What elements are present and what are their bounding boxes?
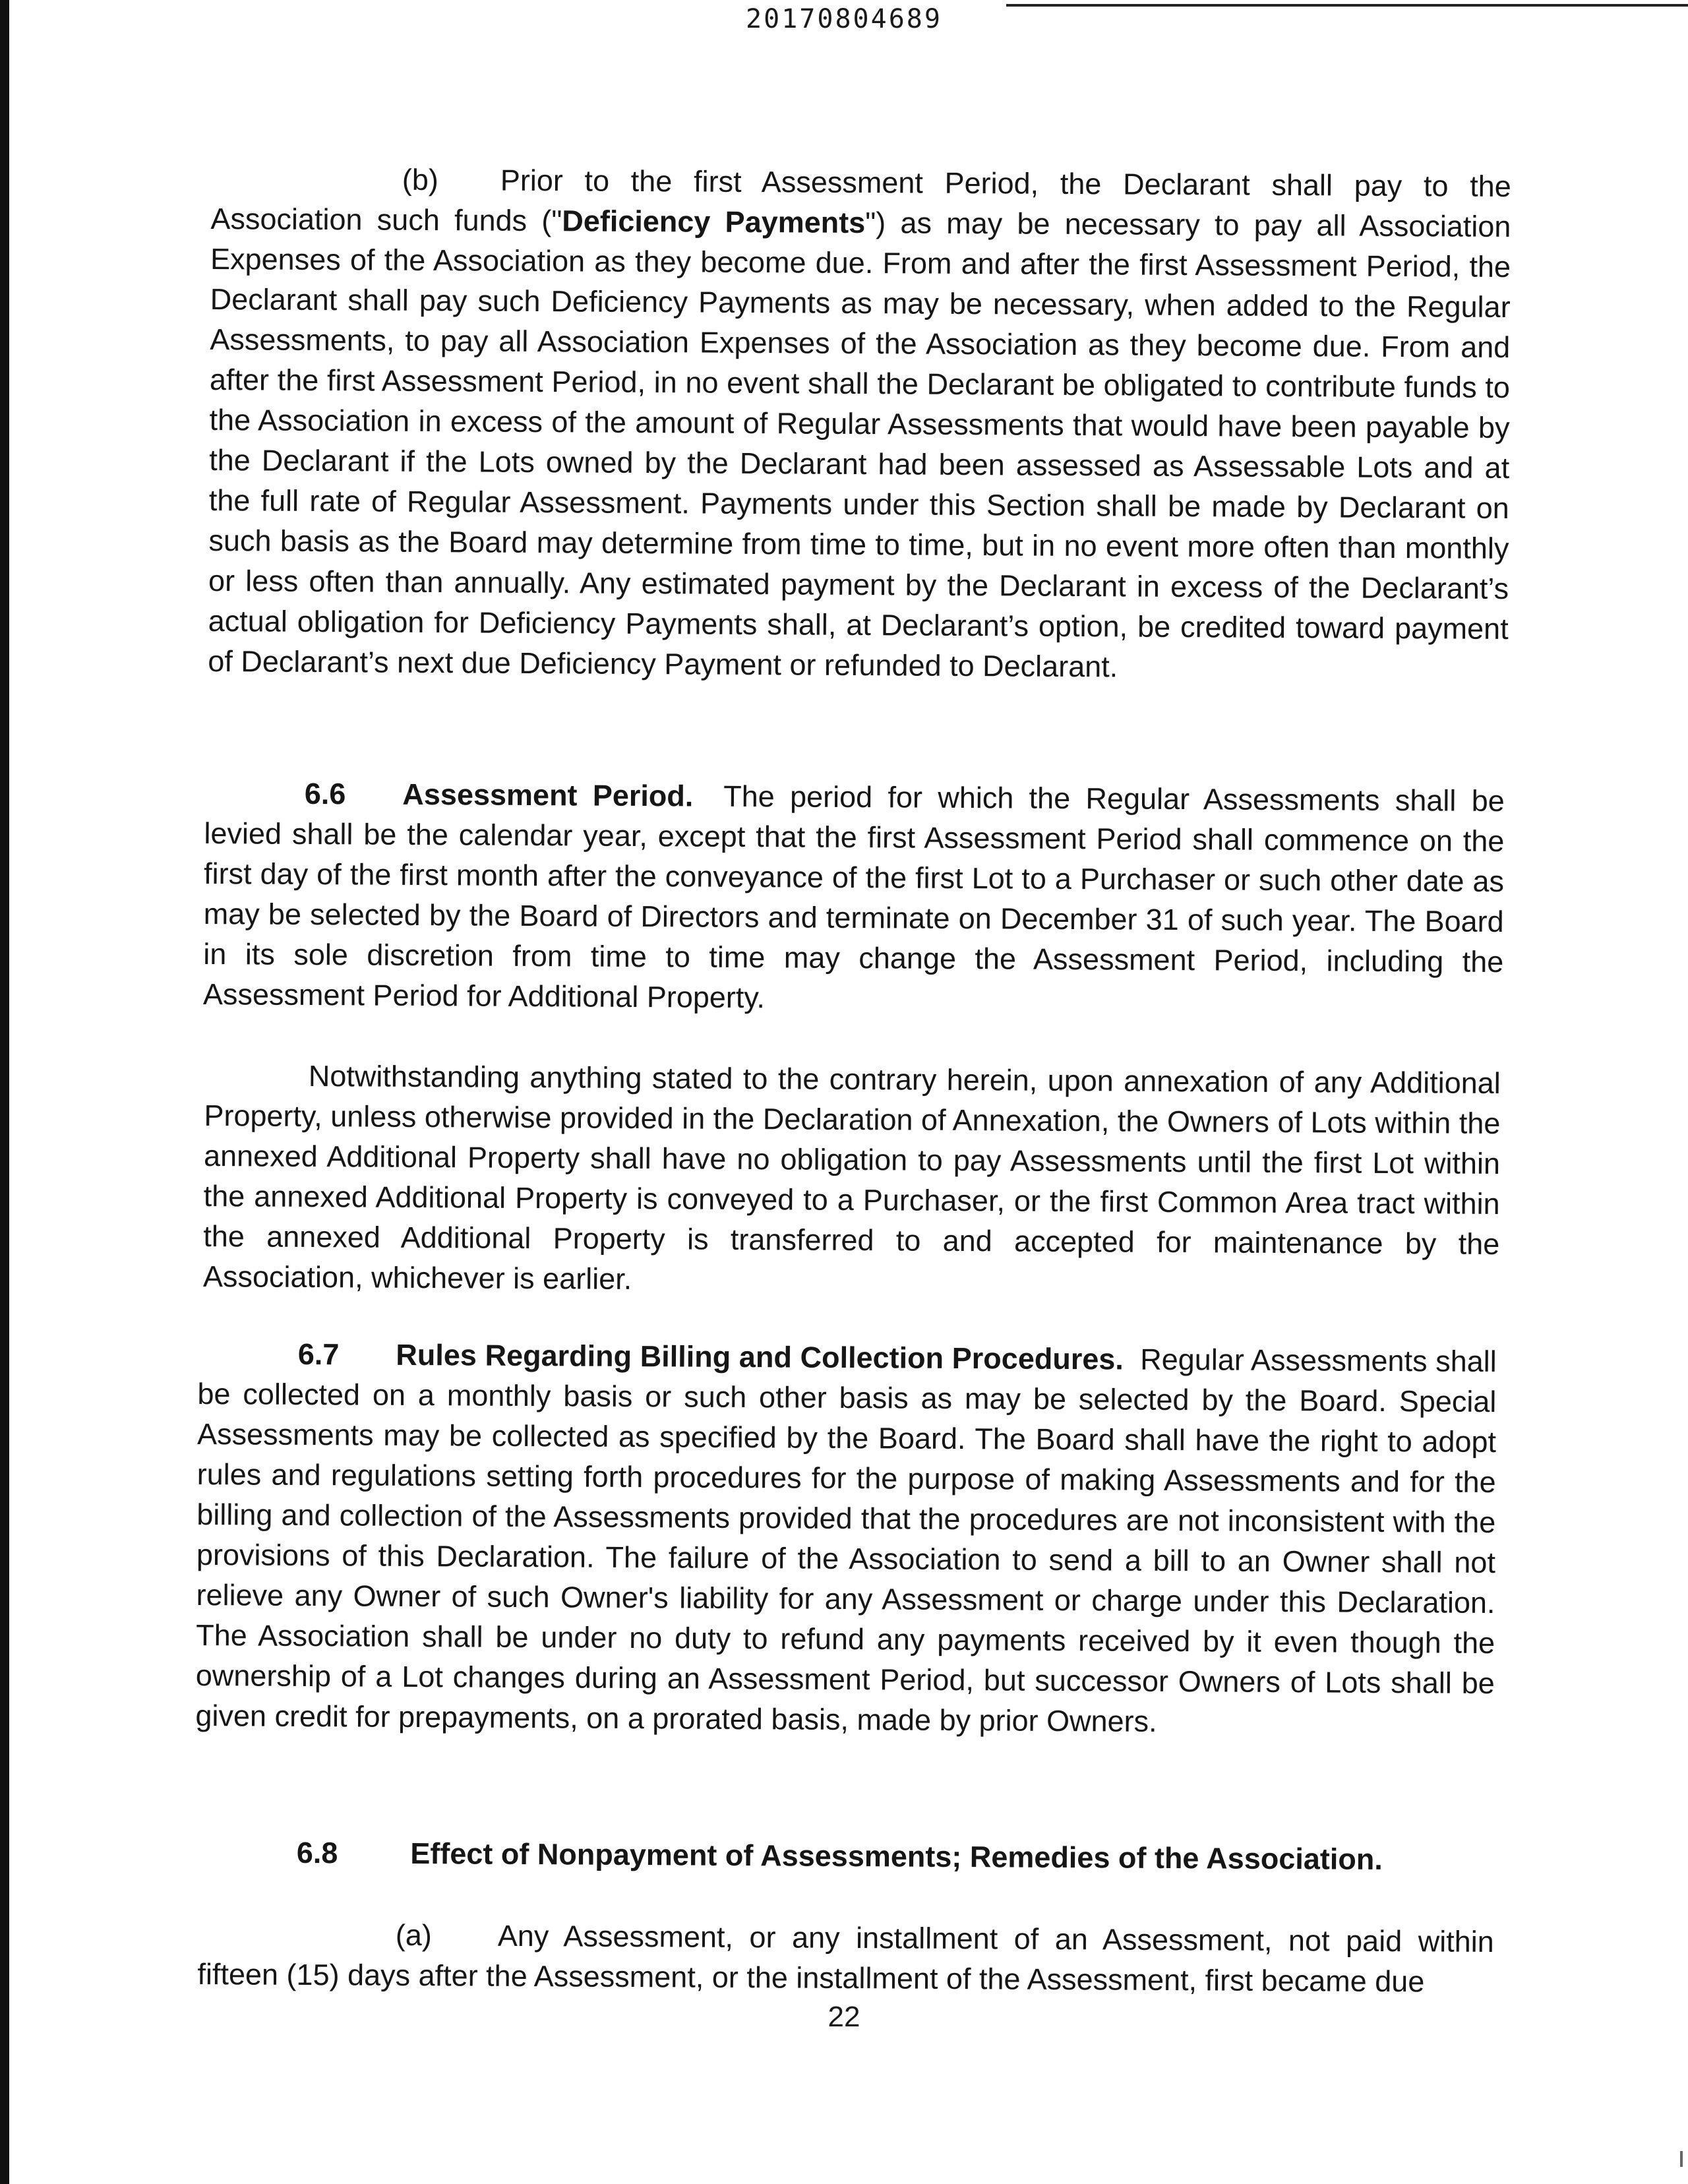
- scan-left-edge: [0, 0, 9, 2184]
- paragraph-a-label: (a): [395, 1918, 432, 1953]
- paragraph-b: [208, 158, 1511, 689]
- section-6-7: [195, 1333, 1497, 1744]
- section-6-6-number: 6.6: [304, 776, 346, 811]
- page-number: 22: [828, 2001, 860, 2033]
- paragraph-notwithstanding-text: Notwithstanding anything stated to the contrary herein, upon annexation of any Additional Property, unless otherwise provided in the Declaration of Annexation, the Owners of Lots within the annexed Additional Property shall have no obligation to pay Assessments until the first Lot within the annexed Additional Property is conveyed to a Purchaser, or the first Common Area tract within the annexed Additional Property is transferred to and accepted for maintenance by the Association, whichever is earlier.: [202, 1058, 1501, 1296]
- paragraph-notwithstanding: [203, 1055, 1501, 1304]
- section-6-7-number: 6.7: [297, 1337, 340, 1372]
- section-6-8-heading: [198, 1832, 1497, 1880]
- section-6-6: [203, 773, 1505, 1022]
- section-6-8-number: 6.8: [296, 1835, 338, 1870]
- section-6-7-text: Regular Assessments shall be collected on a monthly basis or such other basis as may be selected by the Board. Special Assessments may be collected as specified by the Board. The Board shall have the right to adopt rules and regulations setting forth procedures for the purpose of making Assessments and for the billing and collection of the Assessments provided that the procedures are not inconsistent with the provisions of this Declaration. The failure of the Association to send a bill to an Owner shall not relieve any Owner of such Owner's liability for any Assessment or charge under this Declaration. The Association shall be under no duty to refund any payments received by it even though the ownership of a Lot changes during an Assessment Period, but successor Owners of Lots shall be given credit for prepayments, on a prorated basis, made by prior Owners.: [195, 1342, 1497, 1738]
- deficiency-payments-term: Deficiency Payments: [562, 204, 866, 240]
- section-6-6-title: Assessment Period.: [402, 777, 694, 813]
- section-6-7-title: Rules Regarding Billing and Collection Procedures.: [396, 1337, 1124, 1376]
- section-6-6-text: The period for which the Regular Assessments shall be levied shall be the calendar year, except that the first Assessment Period shall commence on the first day of the first month after the conveyance of the first Lot to a Purchaser or such other date as may be selected by the Board of Directors and terminate on December 31 of such year. The Board in its sole discretion from time to time may change the Assessment Period, including the Assessment Period for Additional Property.: [202, 779, 1505, 1015]
- paragraph-b-text-1: Prior to the first Assessment Period, the Declarant shall pay to the Association such funds (": [210, 163, 1511, 238]
- scan-speck: [1680, 2151, 1683, 2167]
- document-number: 20170804689: [746, 4, 942, 34]
- paragraph-b-label: (b): [402, 162, 438, 197]
- paragraph-a-text: Any Assessment, or any installment of an Assessment, not paid within fifteen (15) days after the Assessment, or the installment of the Assessment, first became due: [197, 1918, 1494, 1999]
- section-6-8-title: Effect of Nonpayment of Assessments; Remedies of the Association.: [410, 1836, 1383, 1876]
- paragraph-a: [197, 1914, 1494, 2002]
- paragraph-b-text-2: ") as may be necessary to pay all Association Expenses of the Association as they become due. From and after the first Assessment Period, the Declarant shall pay such Deficiency Payments as may be necessary, when added to the Regular Assessments, to pay all Association Expenses of the Association as they become due. From and after the first Assessment Period, in no event shall the Declarant be obligated to contribute funds to the Association in excess of the amount of Regular Assessments that would have been payable by the Declarant if the Lots owned by the Declarant had been assessed as Assessable Lots and at the full rate of Regular Assessment. Payments under this Section shall be made by Declarant on such basis as the Board may determine from time to time, but in no event more often than monthly or less often than annually. Any estimated payment by the Declarant in excess of the Declarant’s actual obligation for Deficiency Payments shall, at Declarant’s option, be credited toward payment of Declarant’s next due Deficiency Payment or refunded to Declarant.: [208, 206, 1511, 684]
